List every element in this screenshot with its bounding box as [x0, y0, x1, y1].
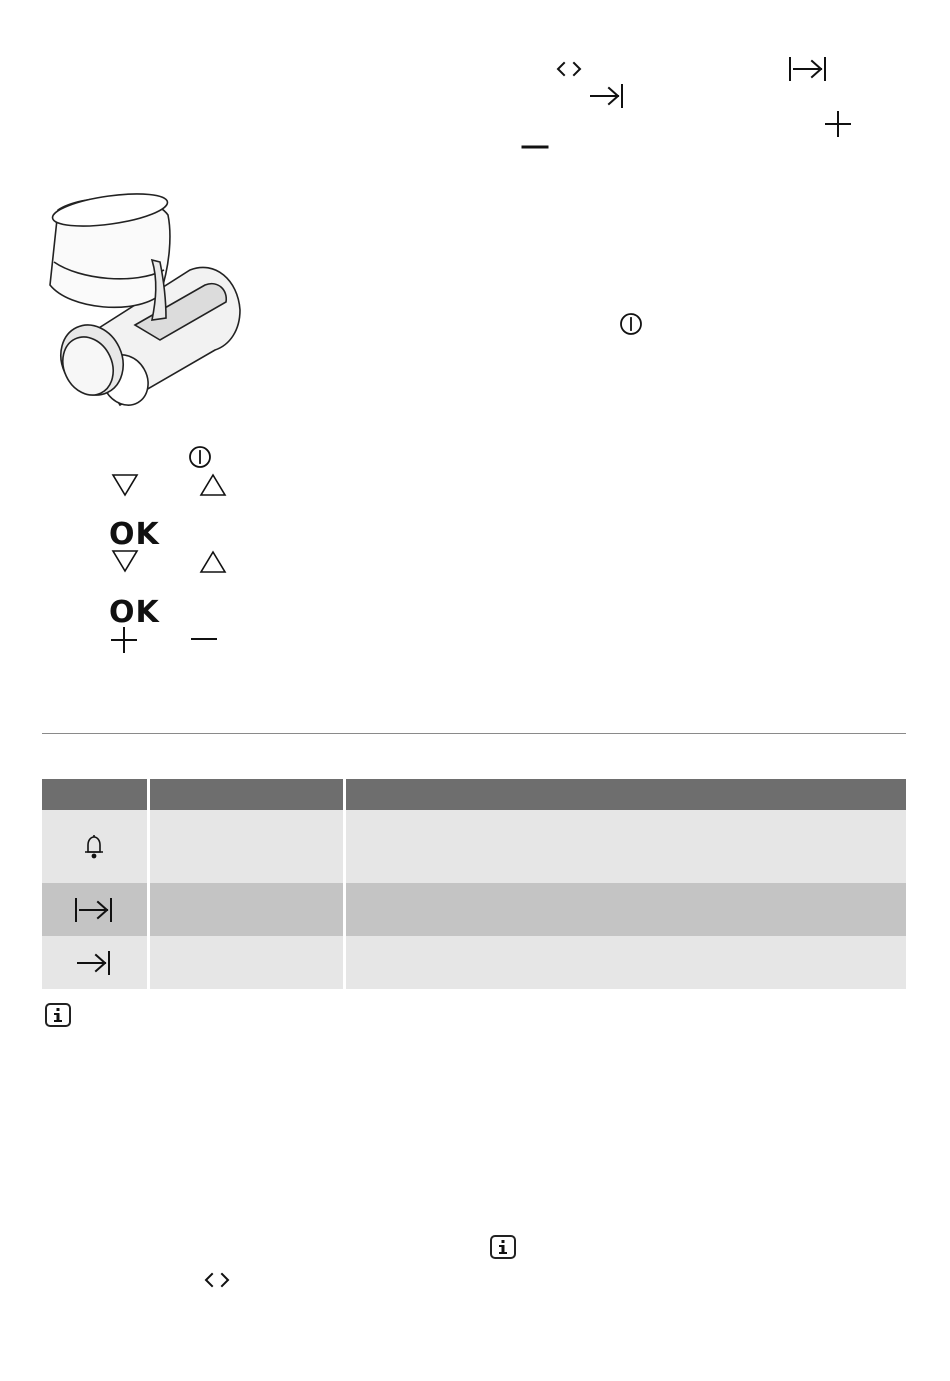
table-header-row — [42, 779, 906, 810]
minus-icon — [521, 140, 549, 154]
minus-icon — [190, 632, 218, 646]
left-right-arrows-icon — [204, 1272, 230, 1288]
up-triangle-icon — [199, 473, 227, 497]
info-icon — [490, 1235, 516, 1259]
table-cell — [42, 936, 148, 989]
up-triangle-icon — [199, 550, 227, 574]
bell-icon — [82, 834, 106, 860]
table-row — [42, 936, 906, 989]
ok-button-label: OK — [109, 517, 160, 552]
end-time-icon — [589, 83, 625, 109]
table-header-cell — [42, 779, 148, 810]
clock-functions-table — [42, 779, 906, 989]
table-cell — [42, 883, 148, 936]
section-divider — [42, 733, 906, 734]
info-icon — [45, 1003, 71, 1027]
plus-icon — [824, 110, 852, 138]
table-cell — [148, 936, 344, 989]
table-cell — [148, 810, 344, 883]
ok-button-label: OK — [109, 595, 160, 630]
table-header-cell — [344, 779, 906, 810]
table-row — [42, 810, 906, 883]
table-cell — [42, 810, 148, 883]
end-time-icon — [76, 950, 112, 976]
power-icon — [188, 445, 212, 469]
table-cell — [344, 810, 906, 883]
duration-icon — [74, 897, 114, 923]
left-right-arrows-icon — [556, 61, 582, 77]
down-triangle-icon — [111, 549, 139, 573]
table-row — [42, 883, 906, 936]
duration-icon — [788, 56, 828, 82]
water-jug-pouring-into-drawer — [40, 190, 250, 420]
table-header-cell — [148, 779, 344, 810]
power-icon — [619, 312, 643, 336]
plus-icon — [110, 626, 138, 654]
table-cell — [344, 936, 906, 989]
down-triangle-icon — [111, 473, 139, 497]
table-cell — [344, 883, 906, 936]
table-cell — [148, 883, 344, 936]
